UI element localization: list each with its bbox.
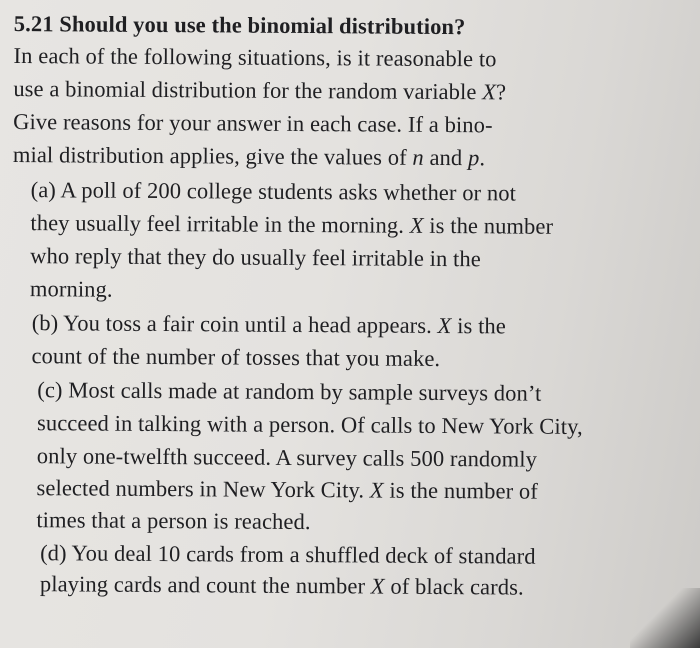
intro-line: mial distribution applies, give the values of n and p.: [12, 141, 486, 171]
part-a-line: who reply that they do usually feel irritable in the: [30, 243, 481, 272]
part-a-line: morning.: [29, 276, 113, 302]
part-label: (b): [31, 310, 59, 336]
part-label: (a): [30, 177, 57, 203]
page-shadow: [630, 588, 700, 648]
part-c-line: succeed in talking with a person. Of calls to New York City,: [36, 410, 583, 439]
exercise-heading: [14, 10, 466, 41]
exercise-title: Should you use the binomial distribution?: [59, 11, 466, 40]
part-b-line: count of the number of tosses that you make.: [31, 343, 441, 371]
intro-line: use a binomial distribution for the random variable X?: [13, 75, 507, 105]
exercise-number: 5.21: [13, 10, 54, 37]
intro-line: Give reasons for your answer in each case. If a bino-: [13, 108, 493, 138]
part-label: (d): [40, 540, 67, 566]
part-c-line: times that a person is reached.: [36, 507, 311, 535]
part-label: (c): [37, 377, 63, 403]
part-c-line: selected numbers in New York City. X is the number of: [36, 475, 538, 504]
part-d-line: playing cards and count the number X of black cards.: [39, 571, 524, 600]
part-c-first-line: (c) Most calls made at random by sample surveys don’t: [37, 377, 542, 406]
part-b-first-line: (b) You toss a fair coin until a head appears. X is the: [31, 310, 507, 339]
part-c-line: only one-twelfth succeed. A survey calls 500 randomly: [36, 443, 538, 472]
part-a-line: they usually feel irritable in the morning. X is the number: [30, 210, 554, 239]
exercise-text: [12, 0, 694, 600]
part-d-first-line: (d) You deal 10 cards from a shuffled deck of standard: [40, 540, 536, 569]
part-a-first-line: (a) A poll of 200 college students asks whether or not: [30, 177, 517, 206]
intro-line: In each of the following situations, is it reasonable to: [13, 42, 497, 72]
